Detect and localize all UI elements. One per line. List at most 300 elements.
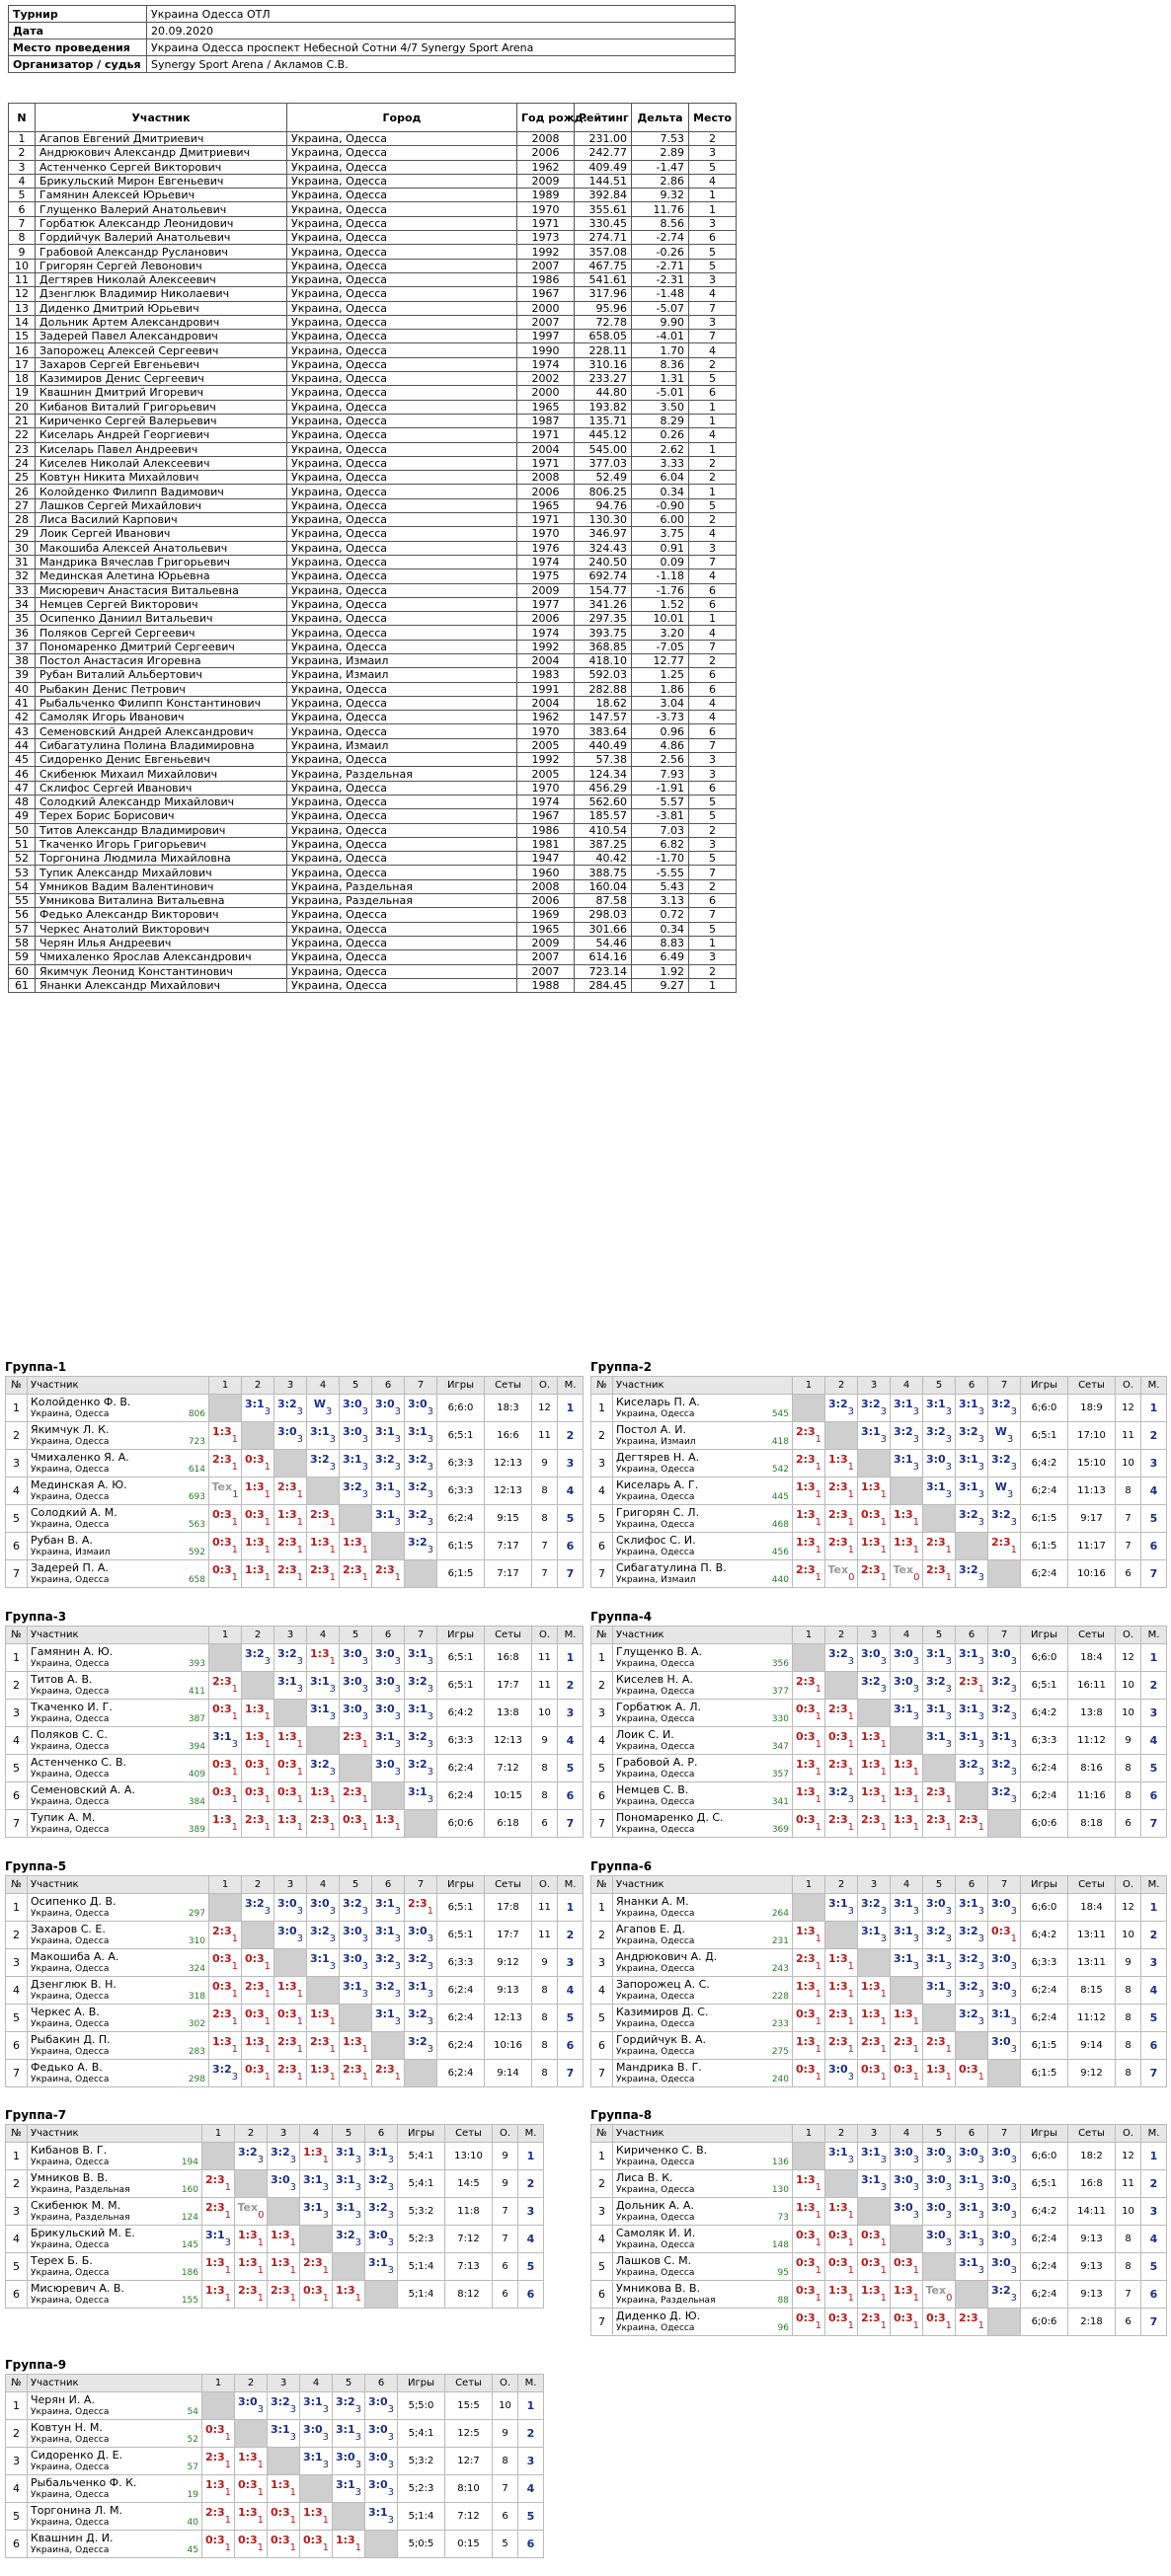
match-result[interactable] xyxy=(242,1700,274,1727)
match-result[interactable] xyxy=(340,1533,372,1560)
match-result[interactable] xyxy=(956,1672,988,1700)
match-result[interactable] xyxy=(307,1672,340,1700)
match-result[interactable] xyxy=(858,1894,891,1922)
match-result[interactable] xyxy=(891,1560,923,1588)
match-result[interactable] xyxy=(333,2420,365,2448)
match-result[interactable] xyxy=(307,1450,340,1477)
match-result[interactable] xyxy=(858,1505,891,1533)
match-result[interactable] xyxy=(891,1644,923,1672)
match-result[interactable] xyxy=(405,1450,437,1477)
match-result[interactable] xyxy=(956,2143,988,2170)
match-result[interactable] xyxy=(956,1560,988,1588)
match-result[interactable] xyxy=(202,2198,235,2226)
match-result[interactable] xyxy=(858,1977,891,2005)
match-result[interactable] xyxy=(365,2143,398,2170)
match-result[interactable] xyxy=(405,1922,437,1949)
match-result[interactable] xyxy=(858,1727,891,1755)
match-result[interactable] xyxy=(300,2448,333,2475)
match-result[interactable] xyxy=(825,1505,858,1533)
match-result[interactable] xyxy=(858,2005,891,2032)
match-result[interactable] xyxy=(209,2060,242,2087)
match-result[interactable] xyxy=(825,1727,858,1755)
match-result[interactable] xyxy=(300,2198,333,2226)
match-result[interactable] xyxy=(793,1505,825,1533)
match-result[interactable] xyxy=(340,1782,372,1810)
match-result[interactable] xyxy=(274,1894,307,1922)
match-result[interactable] xyxy=(300,2281,333,2309)
match-result[interactable] xyxy=(956,1700,988,1727)
match-result[interactable] xyxy=(209,1810,242,1838)
match-result[interactable] xyxy=(202,2475,235,2503)
match-result[interactable] xyxy=(825,1395,858,1422)
match-result[interactable] xyxy=(988,2226,1021,2253)
match-result[interactable] xyxy=(235,2475,268,2503)
match-result[interactable] xyxy=(858,1395,891,1422)
match-result[interactable] xyxy=(268,2281,300,2309)
match-result[interactable] xyxy=(372,1505,405,1533)
match-result[interactable] xyxy=(340,1949,372,1977)
match-result[interactable] xyxy=(858,2281,891,2309)
match-result[interactable] xyxy=(793,1672,825,1700)
match-result[interactable] xyxy=(988,1922,1021,1949)
match-result[interactable] xyxy=(891,2032,923,2060)
match-result[interactable] xyxy=(365,2226,398,2253)
match-result[interactable] xyxy=(307,1755,340,1782)
match-result[interactable] xyxy=(891,1949,923,1977)
match-result[interactable] xyxy=(365,2420,398,2448)
match-result[interactable] xyxy=(340,1727,372,1755)
match-result[interactable] xyxy=(923,1810,956,1838)
match-result[interactable] xyxy=(235,2226,268,2253)
match-result[interactable] xyxy=(242,1810,274,1838)
match-result[interactable] xyxy=(405,1782,437,1810)
match-result[interactable] xyxy=(202,2531,235,2558)
match-result[interactable] xyxy=(274,1977,307,2005)
match-result[interactable] xyxy=(235,2503,268,2531)
match-result[interactable] xyxy=(333,2198,365,2226)
match-result[interactable] xyxy=(333,2475,365,2503)
match-result[interactable] xyxy=(235,2281,268,2309)
match-result[interactable] xyxy=(988,1505,1021,1533)
match-result[interactable] xyxy=(242,1782,274,1810)
match-result[interactable] xyxy=(274,1755,307,1782)
match-result[interactable] xyxy=(405,1700,437,1727)
match-result[interactable] xyxy=(300,2503,333,2531)
match-result[interactable] xyxy=(274,1644,307,1672)
match-result[interactable] xyxy=(793,2170,825,2198)
match-result[interactable] xyxy=(307,1782,340,1810)
match-result[interactable] xyxy=(988,1422,1021,1450)
match-result[interactable] xyxy=(307,2032,340,2060)
match-result[interactable] xyxy=(956,1644,988,1672)
match-result[interactable] xyxy=(372,1395,405,1422)
match-result[interactable] xyxy=(858,1533,891,1560)
match-result[interactable] xyxy=(956,2060,988,2087)
match-result[interactable] xyxy=(372,2005,405,2032)
match-result[interactable] xyxy=(793,1949,825,1977)
match-result[interactable] xyxy=(891,2005,923,2032)
match-result[interactable] xyxy=(923,2143,956,2170)
match-result[interactable] xyxy=(274,1727,307,1755)
match-result[interactable] xyxy=(956,1727,988,1755)
match-result[interactable] xyxy=(988,1450,1021,1477)
match-result[interactable] xyxy=(405,1422,437,1450)
match-result[interactable] xyxy=(340,1644,372,1672)
match-result[interactable] xyxy=(365,2253,398,2281)
match-result[interactable] xyxy=(988,2198,1021,2226)
match-result[interactable] xyxy=(274,1422,307,1450)
match-result[interactable] xyxy=(307,1700,340,1727)
match-result[interactable] xyxy=(793,1922,825,1949)
match-result[interactable] xyxy=(235,2143,268,2170)
match-result[interactable] xyxy=(372,1560,405,1588)
match-result[interactable] xyxy=(956,2226,988,2253)
match-result[interactable] xyxy=(891,1422,923,1450)
match-result[interactable] xyxy=(340,1450,372,1477)
match-result[interactable] xyxy=(891,1533,923,1560)
match-result[interactable] xyxy=(274,1810,307,1838)
match-result[interactable] xyxy=(372,1477,405,1505)
match-result[interactable] xyxy=(793,2309,825,2336)
match-result[interactable] xyxy=(956,1949,988,1977)
match-result[interactable] xyxy=(333,2448,365,2475)
match-result[interactable] xyxy=(274,1477,307,1505)
match-result[interactable] xyxy=(923,2170,956,2198)
match-result[interactable] xyxy=(307,1949,340,1977)
match-result[interactable] xyxy=(923,1644,956,1672)
match-result[interactable] xyxy=(858,1644,891,1672)
match-result[interactable] xyxy=(988,2281,1021,2309)
match-result[interactable] xyxy=(988,1644,1021,1672)
match-result[interactable] xyxy=(274,2032,307,2060)
match-result[interactable] xyxy=(988,1977,1021,2005)
match-result[interactable] xyxy=(274,1395,307,1422)
match-result[interactable] xyxy=(300,2253,333,2281)
match-result[interactable] xyxy=(372,2060,405,2087)
match-result[interactable] xyxy=(209,1560,242,1588)
match-result[interactable] xyxy=(858,1422,891,1450)
match-result[interactable] xyxy=(340,2032,372,2060)
match-result[interactable] xyxy=(405,1477,437,1505)
match-result[interactable] xyxy=(923,2032,956,2060)
match-result[interactable] xyxy=(274,1782,307,1810)
match-result[interactable] xyxy=(242,1949,274,1977)
match-result[interactable] xyxy=(268,2143,300,2170)
match-result[interactable] xyxy=(858,1782,891,1810)
match-result[interactable] xyxy=(300,2420,333,2448)
match-result[interactable] xyxy=(825,1700,858,1727)
match-result[interactable] xyxy=(405,1644,437,1672)
match-result[interactable] xyxy=(988,1949,1021,1977)
match-result[interactable] xyxy=(333,2392,365,2420)
match-result[interactable] xyxy=(891,1450,923,1477)
match-result[interactable] xyxy=(405,1395,437,1422)
match-result[interactable] xyxy=(365,2503,398,2531)
match-result[interactable] xyxy=(891,1700,923,1727)
match-result[interactable] xyxy=(988,2170,1021,2198)
match-result[interactable] xyxy=(923,1727,956,1755)
match-result[interactable] xyxy=(923,2060,956,2087)
match-result[interactable] xyxy=(333,2531,365,2558)
match-result[interactable] xyxy=(825,2143,858,2170)
match-result[interactable] xyxy=(209,2005,242,2032)
match-result[interactable] xyxy=(923,1422,956,1450)
match-result[interactable] xyxy=(372,1755,405,1782)
match-result[interactable] xyxy=(365,2170,398,2198)
match-result[interactable] xyxy=(956,1450,988,1477)
match-result[interactable] xyxy=(858,2060,891,2087)
match-result[interactable] xyxy=(365,2448,398,2475)
match-result[interactable] xyxy=(209,1977,242,2005)
match-result[interactable] xyxy=(923,1782,956,1810)
match-result[interactable] xyxy=(405,2032,437,2060)
match-result[interactable] xyxy=(209,2032,242,2060)
match-result[interactable] xyxy=(405,1672,437,1700)
match-result[interactable] xyxy=(365,2198,398,2226)
match-result[interactable] xyxy=(825,1644,858,1672)
match-result[interactable] xyxy=(307,1505,340,1533)
match-result[interactable] xyxy=(923,2226,956,2253)
match-result[interactable] xyxy=(340,1977,372,2005)
match-result[interactable] xyxy=(891,2198,923,2226)
match-result[interactable] xyxy=(956,1422,988,1450)
match-result[interactable] xyxy=(858,1672,891,1700)
match-result[interactable] xyxy=(372,1922,405,1949)
match-result[interactable] xyxy=(891,2143,923,2170)
match-result[interactable] xyxy=(405,1949,437,1977)
match-result[interactable] xyxy=(340,1560,372,1588)
match-result[interactable] xyxy=(825,1782,858,1810)
match-result[interactable] xyxy=(825,2198,858,2226)
match-result[interactable] xyxy=(891,1505,923,1533)
match-result[interactable] xyxy=(202,2170,235,2198)
match-result[interactable] xyxy=(340,1700,372,1727)
match-result[interactable] xyxy=(988,2253,1021,2281)
match-result[interactable] xyxy=(209,1533,242,1560)
match-result[interactable] xyxy=(274,1922,307,1949)
match-result[interactable] xyxy=(209,1422,242,1450)
match-result[interactable] xyxy=(988,1477,1021,1505)
match-result[interactable] xyxy=(307,2060,340,2087)
match-result[interactable] xyxy=(372,1894,405,1922)
match-result[interactable] xyxy=(307,1422,340,1450)
match-result[interactable] xyxy=(405,1533,437,1560)
match-result[interactable] xyxy=(340,1477,372,1505)
match-result[interactable] xyxy=(202,2226,235,2253)
match-result[interactable] xyxy=(858,2309,891,2336)
match-result[interactable] xyxy=(202,2253,235,2281)
match-result[interactable] xyxy=(242,2032,274,2060)
match-result[interactable] xyxy=(891,2281,923,2309)
match-result[interactable] xyxy=(268,2420,300,2448)
match-result[interactable] xyxy=(793,1560,825,1588)
match-result[interactable] xyxy=(300,2531,333,2558)
match-result[interactable] xyxy=(891,1395,923,1422)
match-result[interactable] xyxy=(268,2226,300,2253)
match-result[interactable] xyxy=(923,1477,956,1505)
match-result[interactable] xyxy=(242,1727,274,1755)
match-result[interactable] xyxy=(268,2253,300,2281)
match-result[interactable] xyxy=(242,1755,274,1782)
match-result[interactable] xyxy=(793,1533,825,1560)
match-result[interactable] xyxy=(825,2005,858,2032)
match-result[interactable] xyxy=(858,2032,891,2060)
match-result[interactable] xyxy=(365,2475,398,2503)
match-result[interactable] xyxy=(858,1810,891,1838)
match-result[interactable] xyxy=(372,1644,405,1672)
match-result[interactable] xyxy=(858,2143,891,2170)
match-result[interactable] xyxy=(242,1477,274,1505)
match-result[interactable] xyxy=(209,1477,242,1505)
match-result[interactable] xyxy=(300,2392,333,2420)
match-result[interactable] xyxy=(242,2060,274,2087)
match-result[interactable] xyxy=(793,1477,825,1505)
match-result[interactable] xyxy=(923,2198,956,2226)
match-result[interactable] xyxy=(307,1644,340,1672)
match-result[interactable] xyxy=(825,2032,858,2060)
match-result[interactable] xyxy=(202,2420,235,2448)
match-result[interactable] xyxy=(825,1533,858,1560)
match-result[interactable] xyxy=(268,2475,300,2503)
match-result[interactable] xyxy=(242,1395,274,1422)
match-result[interactable] xyxy=(793,2253,825,2281)
match-result[interactable] xyxy=(274,1560,307,1588)
match-result[interactable] xyxy=(923,1894,956,1922)
match-result[interactable] xyxy=(333,2226,365,2253)
match-result[interactable] xyxy=(858,2253,891,2281)
match-result[interactable] xyxy=(825,2281,858,2309)
match-result[interactable] xyxy=(923,1922,956,1949)
match-result[interactable] xyxy=(956,1894,988,1922)
match-result[interactable] xyxy=(956,1755,988,1782)
match-result[interactable] xyxy=(891,2170,923,2198)
match-result[interactable] xyxy=(268,2170,300,2198)
match-result[interactable] xyxy=(988,2032,1021,2060)
match-result[interactable] xyxy=(825,1810,858,1838)
match-result[interactable] xyxy=(209,1700,242,1727)
match-result[interactable] xyxy=(405,2005,437,2032)
match-result[interactable] xyxy=(340,1894,372,1922)
match-result[interactable] xyxy=(956,2253,988,2281)
match-result[interactable] xyxy=(274,1533,307,1560)
match-result[interactable] xyxy=(202,2503,235,2531)
match-result[interactable] xyxy=(858,1477,891,1505)
match-result[interactable] xyxy=(793,1782,825,1810)
match-result[interactable] xyxy=(307,1922,340,1949)
match-result[interactable] xyxy=(988,1782,1021,1810)
match-result[interactable] xyxy=(307,1810,340,1838)
match-result[interactable] xyxy=(268,2531,300,2558)
match-result[interactable] xyxy=(307,1560,340,1588)
match-result[interactable] xyxy=(307,2005,340,2032)
match-result[interactable] xyxy=(825,2253,858,2281)
match-result[interactable] xyxy=(300,2170,333,2198)
match-result[interactable] xyxy=(891,1810,923,1838)
match-result[interactable] xyxy=(268,2392,300,2420)
match-result[interactable] xyxy=(825,1949,858,1977)
match-result[interactable] xyxy=(923,1395,956,1422)
match-result[interactable] xyxy=(274,2060,307,2087)
match-result[interactable] xyxy=(923,1977,956,2005)
match-result[interactable] xyxy=(793,1727,825,1755)
match-result[interactable] xyxy=(793,2032,825,2060)
match-result[interactable] xyxy=(825,1450,858,1477)
match-result[interactable] xyxy=(793,1450,825,1477)
match-result[interactable] xyxy=(274,1505,307,1533)
match-result[interactable] xyxy=(923,1700,956,1727)
match-result[interactable] xyxy=(235,2448,268,2475)
match-result[interactable] xyxy=(209,1505,242,1533)
match-result[interactable] xyxy=(825,1755,858,1782)
match-result[interactable] xyxy=(372,1949,405,1977)
match-result[interactable] xyxy=(209,1672,242,1700)
match-result[interactable] xyxy=(242,1894,274,1922)
match-result[interactable] xyxy=(825,2309,858,2336)
match-result[interactable] xyxy=(988,2143,1021,2170)
match-result[interactable] xyxy=(825,2226,858,2253)
match-result[interactable] xyxy=(209,1949,242,1977)
match-result[interactable] xyxy=(891,1755,923,1782)
match-result[interactable] xyxy=(372,1700,405,1727)
match-result[interactable] xyxy=(793,1977,825,2005)
match-result[interactable] xyxy=(340,1922,372,1949)
match-result[interactable] xyxy=(793,1700,825,1727)
match-result[interactable] xyxy=(405,1755,437,1782)
match-result[interactable] xyxy=(793,1755,825,1782)
match-result[interactable] xyxy=(956,1505,988,1533)
match-result[interactable] xyxy=(923,1450,956,1477)
match-result[interactable] xyxy=(340,1422,372,1450)
match-result[interactable] xyxy=(956,1810,988,1838)
match-result[interactable] xyxy=(333,2170,365,2198)
match-result[interactable] xyxy=(405,1977,437,2005)
match-result[interactable] xyxy=(891,2060,923,2087)
match-result[interactable] xyxy=(202,2448,235,2475)
match-result[interactable] xyxy=(372,1727,405,1755)
match-result[interactable] xyxy=(242,1505,274,1533)
match-result[interactable] xyxy=(988,1755,1021,1782)
match-result[interactable] xyxy=(956,1922,988,1949)
match-result[interactable] xyxy=(242,1450,274,1477)
match-result[interactable] xyxy=(891,1894,923,1922)
match-result[interactable] xyxy=(405,1505,437,1533)
match-result[interactable] xyxy=(300,2143,333,2170)
match-result[interactable] xyxy=(956,1395,988,1422)
match-result[interactable] xyxy=(825,2060,858,2087)
match-result[interactable] xyxy=(372,1810,405,1838)
match-result[interactable] xyxy=(268,2503,300,2531)
match-result[interactable] xyxy=(333,2281,365,2309)
match-result[interactable] xyxy=(923,1560,956,1588)
match-result[interactable] xyxy=(956,2005,988,2032)
match-result[interactable] xyxy=(242,2005,274,2032)
match-result[interactable] xyxy=(956,2198,988,2226)
match-result[interactable] xyxy=(209,1782,242,1810)
match-result[interactable] xyxy=(405,1727,437,1755)
match-result[interactable] xyxy=(891,2309,923,2336)
match-result[interactable] xyxy=(242,1560,274,1588)
match-result[interactable] xyxy=(235,2253,268,2281)
match-result[interactable] xyxy=(793,2281,825,2309)
match-result[interactable] xyxy=(242,1533,274,1560)
match-result[interactable] xyxy=(307,1395,340,1422)
match-result[interactable] xyxy=(891,1782,923,1810)
match-result[interactable] xyxy=(923,2281,956,2309)
match-result[interactable] xyxy=(923,1949,956,1977)
match-result[interactable] xyxy=(793,2198,825,2226)
match-result[interactable] xyxy=(235,2392,268,2420)
match-result[interactable] xyxy=(988,1395,1021,1422)
